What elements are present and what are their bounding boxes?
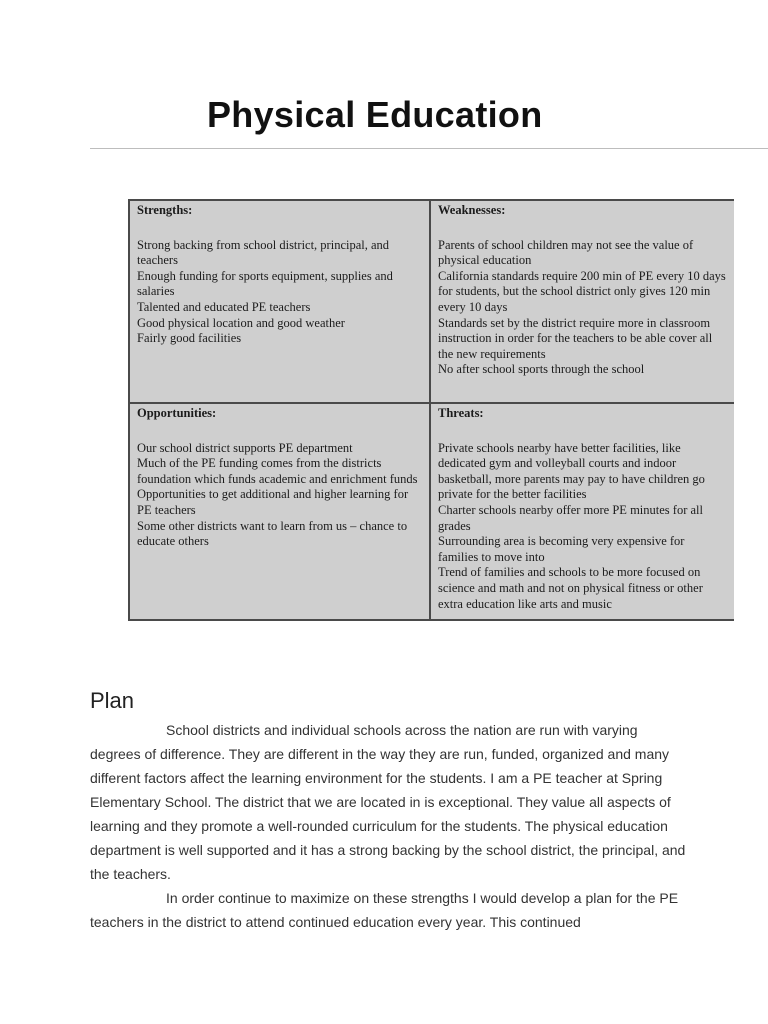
opportunity-item: Some other districts want to learn from us – chance to educate others [137,518,408,549]
weaknesses-heading: Weaknesses: [438,203,506,217]
strengths-cell [130,201,431,404]
strengths-heading: Strengths: [137,203,193,217]
swot-table [128,199,734,621]
page-title: Physical Education [207,94,543,135]
threat-item: Private schools nearby have better facilities, like dedicated gym and volleyball courts and indoor basketball, more parents may pay to have children go private for the better facilities [438,440,705,502]
weakness-item: Parents of school children may not see the value of physical education [438,237,694,268]
weakness-item: California standards require 200 min of PE every 10 days for students, but the school district only gives 120 min every 10 days [438,268,726,314]
plan-paragraph: School districts and individual schools across the nation are run with varying degrees of difference. They are different in the way they are run, funded, organized and many different factors affect the learning environment for the students. I am a PE teacher at Spring Elementary School. The district that we are located in is exceptional. They value all aspects of learning and they promote a well-rounded curriculum for the students. The physical education department is well supported and it has a strong backing by the school district, the principal, and the teachers. [90,722,686,882]
title-divider [90,148,768,149]
plan-body [90,718,690,934]
strength-item: Fairly good facilities [137,331,242,346]
threat-item: Trend of families and schools to be more focused on science and math and not on physical fitness or other extra education like arts and music [438,565,703,611]
strength-item: Enough funding for sports equipment, supplies and salaries [137,268,393,299]
threat-item: Surrounding area is becoming very expensive for families to move into [438,534,685,564]
opportunities-cell [130,404,431,619]
weakness-item: Standards set by the district require more in classroom instruction in order for the teachers to be able cover all the new requirements [438,315,713,361]
plan-heading: Plan [90,688,135,713]
plan-paragraph: In order continue to maximize on these strengths I would develop a plan for the PE teachers in the district to attend continued education every year. This continued [90,890,679,930]
opportunities-heading: Opportunities: [137,406,217,420]
opportunity-item: Our school district supports PE department [137,440,353,455]
strength-item: Good physical location and good weather [137,315,345,330]
threats-cell [431,404,734,619]
strength-item: Talented and educated PE teachers [137,299,311,314]
opportunity-item: Opportunities to get additional and higher learning for PE teachers [137,487,409,517]
strength-item: Strong backing from school district, principal, and teachers [137,237,390,268]
opportunity-item: Much of the PE funding comes from the districts foundation which funds academic and enrichment funds [137,456,418,486]
threats-heading: Threats: [438,406,484,420]
weakness-item: No after school sports through the school [438,362,645,377]
weaknesses-cell [431,201,734,404]
threat-item: Charter schools nearby offer more PE minutes for all grades [438,502,703,533]
